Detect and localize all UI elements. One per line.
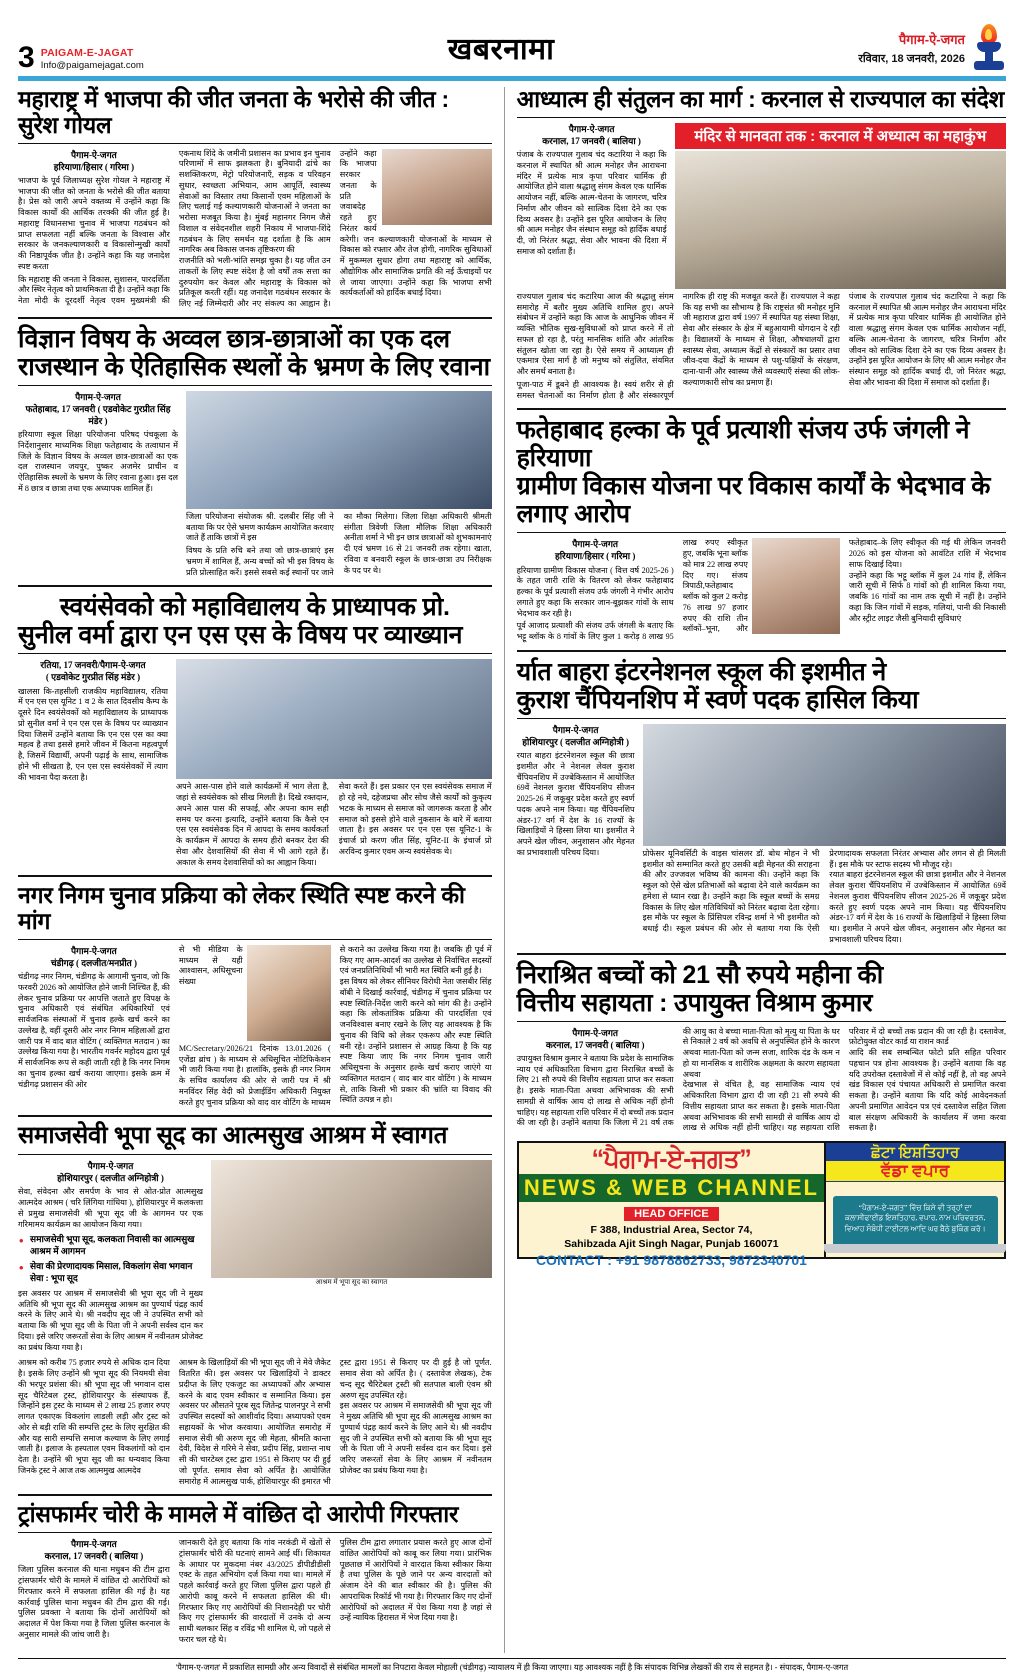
- article-body: रयात बाहरा इंटरनेशनल स्कूल की छात्रा इशमीत और ने नेशनल लेवल कुराश चैंपियनशिप में उज्बेकिस्तान में आयोजित 69वें नेशनल कुराश चैंपियनशिप सीजन 2025-26 में जकूबुर प्रदेश करते हुए स्वर्ण पदक अपने नाम किया। यह चैंपियनशिप अंडर-17 वर्ग में देश के 16 राज्यों के खिलाड़ियों ने हिस्सा लिया था। इशमीत ने अपने खेल जीवन, अनुशासन और मेहनत का प्रभावशाली परिचय दिया।: [516, 751, 635, 857]
- article-body: पूजा-पाठ में डूबने ही आवश्यक है। स्वयं शरीर से ही समस्त चेतनाओं का निर्माण होता है और संस्कारपूर्ण नागरिक ही राष्ट्र की मजबूत करते हैं। राज्यपाल ने कहा कि यह सभी का सौभाग्य है कि राष्ट्रसंत श्री मनोहर मुनि जी महाराज द्वारा वर्ष 1997 में स्थापित यह संस्था शिक्षा, सेवा और संस्कार के क्षेत्र में बहुआयामी योगदान दे रही है। विद्यालयों के माध्यम से शिक्षा, औषधालयों द्वारा स्वास्थ्य सेवा, अध्यात्म केंद्रों से संस्कारों का प्रसार तथा जीव-दया केंद्रों के माध्यम से पशु-पक्षियों के संरक्षण, दाना-पानी और स्वास्थ्य जैसे व्यवस्थाएँ संस्था की लोक-कल्याणकारी सोच का प्रमाण हैं।: [516, 291, 840, 400]
- byline: पैगाम-ऐ-जगत हरियाणा/हिसार ( गरिमा ): [554, 539, 636, 562]
- article-body: सेवा करते हैं। इस प्रकार एन एस स्वयंसेवक समाज में हो रहे नये, दहेजप्रथा और सोच जैसे कार्यों को कुकृत्य भटक के माध्यम से समाज को जागरूक करता है और समाज को इससे होने वाले नुकसान के बारे में बताया जाता है। इस अवसर पर एन एस एस यूनिट-1 के इंचार्ज प्रो करण जीत सिंह, यूनिट-II के इंचार्ज प्रो अरविन्द कुमार एवम अन्य स्वयंसेवक थे।: [338, 782, 492, 856]
- headline-line-1: फतेहाबाद हल्का के पूर्व प्रत्याशी संजय उर्फ जंगली ने हरियाणा: [516, 416, 970, 473]
- photo-caption: आश्रम में भूपा सूद का स्वागत: [315, 1278, 388, 1287]
- headline-line-1: र्यात बाहरा इंटरनेशनल स्कूल की इशमीत ने: [516, 657, 886, 686]
- ad-slogan-line-2: ਵੱਡਾ ਵਪਾਰ: [826, 1161, 1004, 1181]
- article-photo: [247, 945, 331, 1041]
- headline: समाजसेवी भूपा सूद का आत्मसुख आश्रम में स्वागत: [18, 1122, 448, 1150]
- article-body: खालसा कि-तहसीली राजकीय महाविद्यालय, रतिया में एन एस एस यूनिट 1 व 2 के सात दिवसीय कैम्प के दूसरे दिन स्वयंसेवकों को महाविद्यालय के प्राध्यापक प्रो सुनील वर्मा ने एन एस एस के विषय पर व्याख्यान दिया जिसमें उन्होंने बताया कि एन एस एस का क्या महत्व है तथा इससे हमारे जीवन में कितना महत्वपूर्ण है, जिसमें विद्यार्थी, अपनी पढ़ाई के साथ, सामाजिक होने भी सीखता है, एन एस एस स्वयंसेवकों में त्याग की भावना पैदा करता है।: [18, 686, 168, 782]
- article-municipal-election: [18, 875, 492, 1108]
- article-destitute-children-aid: [517, 953, 1006, 1135]
- article-body: सेवा, संवेदना और समर्पण के भाव से ओत-प्रोत आत्मसुख आत्मदेव आश्रम ( चरि लिंगिया गांधिया ), होशियारपुर में कलकत्ता से प्रमुख समाजसेवी श्री भूपा सूद जी के आगमन पर एक गरिमामय कार्यक्रम का आयोजन किया गया।: [18, 1187, 203, 1229]
- byline: पैगाम-ऐ-जगत चंडीगढ़ ( दलजीत/मनप्रीत ): [50, 945, 138, 968]
- brand-name-en: PAIGAM-E-JAGAT: [40, 46, 134, 59]
- ad-brand-title: “ਪੈਗਾਮ-ਏ-ਜਗਤ”: [591, 1145, 752, 1174]
- ad-head-office-row: [519, 1204, 825, 1222]
- article-body: उन्होंने कहा कि भट्टू ब्लॉक में कुल 24 गांव हैं, लेकिन जारी सूची में सिर्फ 8 गांवों को ही शामिल किया गया, जबकि 16 गांवों का नाम तक सूची में नहीं है। उन्होंने कहा कि जिन गांवों में सड़क, गलियां, पानी की निकासी और स्ट्रीट लाइट जैसी बुनियादी सुविधाएं: [848, 570, 1006, 623]
- left-column: [18, 87, 492, 1653]
- byline: पैगाम-ऐ-जगत करनाल, 17 जनवरी ( बालिया ): [542, 123, 641, 146]
- article-body: पैगाम-ऐ-जगत करनाल, 17 जनवरी ( बालिया ) उपायुक्त विश्राम कुमार ने बताया कि प्रदेश के सामाजिक न्याय एवं अधिकारिता विभाग द्वारा निराश्रित बच्चों के लिए 21 सौ रुपये की वित्तीय सहायता प्राप्त कर सकता है। इसके माता-पिता अथवा अभिभावक की सभी सामग्री से वार्षिक आय दो लाख से अधिक नहीं होनी चाहिए। यह सहायता राशि परिवार में दो बच्चों तक प्रदान की जा रही है। उन्होंने बताया कि जिला में 21 वर्ष तक की आयु का वे बच्चा माता-पिता को मृत्यु या पिता के घर से निकाले 2 वर्ष को अवधि से अनुपस्थित होने के कारण अथवा माता-पिता को जन्म सजा, शारिक दंड के कम न हो या मानसिक व शारीरिक अक्षमता के कारण सहायता अथवा: [516, 1026, 840, 1128]
- ad-slogan: [826, 1143, 1004, 1182]
- masthead-brand-block: [41, 44, 144, 71]
- article-body: अपने आस-पास होने वाले कार्यक्रमों में भाग लेता है, जहां से स्वयंसेवक को सीख मिलती है। दिखे रक्तदान, अपने आस पास की सफाई, और अपना काम सही समय पर करना इत्यादि, उन्होंने बताया कि कैसे एन एस एस स्वयंसेवक दिन में आपदा के समय कार्यकर्ता के कार्यक्रम में आपदा के समय हीरो बनकर देश की सेवा और देशवासियों की सेवा में भी आगे रहते हैं। अकाल के समय देशवासियों को का आह्वान किया।: [176, 782, 329, 867]
- headline-line-1: निराश्रित बच्चों को 21 सौ रुपये महीना की: [516, 960, 883, 989]
- ad-subtitle-row: [519, 1174, 825, 1202]
- article-photo: [211, 1160, 492, 1278]
- torch-logo-icon: [972, 24, 1006, 72]
- article-body: रयात बाहरा इंटरनेशनल स्कूल की छात्रा इशमीत और ने नेशनल लेवल कुराश चैंपियनशिप में उज्बेकिस्तान में आयोजित 69वें नेशनल कुराश चैंपियनशिप सीजन 2025-26 में जकूबुर प्रदेश करते हुए स्वर्ण पदक अपने नाम किया। यह चैंपियनशिप अंडर-17 वर्ग में देश के 16 राज्यों के खिलाड़ियों ने हिस्सा लिया था। इशमीत ने अपने खेल जीवन, अनुशासन और मेहनत का प्रभावशाली परिचय दिया।: [829, 870, 1006, 944]
- headline-line-2: ग्रामीण विकास योजना पर विकास कार्यों के भेदभाव के लगाए आरोप: [516, 472, 991, 529]
- article-photo: [675, 151, 1006, 289]
- byline: पैगाम-ऐ-जगत होशियारपुर ( दलजीत अग्निहोत्री ): [522, 724, 629, 747]
- ad-address-line-1: F 388, Industrial Area, Sector 74,: [590, 1224, 753, 1237]
- byline: पैगाम-ऐ-जगत होशियारपुर ( दलजीत अग्निहोत्री ): [57, 1161, 164, 1184]
- article-body: आदि की सब सम्बन्धित फोटो प्रति सहित परिवार पहचान पत्र होना आवश्यक है। उन्होंने बताया कि वह यदि उपरोक्त दस्तावेजों में से कोई नहीं है, तो वह अपने खंड विकास एवं पंचायत अधिकारी से प्रमाणित करवा सकता है। उन्होंने बताया कि यदि कोई आवेदनकर्ता अपनी प्रमाणित आवेदन पत्र एवं दस्तावेज सहित जिला बाल संरक्षण अधिकारी के कार्यालय में जमा करवा सकता है।: [848, 1048, 1006, 1133]
- headline: महाराष्ट्र में भाजपा की जीत जनता के भरोसे की जीत : सुरेश गोयल: [18, 86, 449, 138]
- article-science-students-tour: [18, 317, 492, 579]
- kicker-banner: मंदिर से मानवता तक : करनाल में अध्यात्म का महाकुंभ: [675, 123, 1006, 149]
- article-kurash-gold-medal: [517, 650, 1006, 946]
- byline: पैगाम-ऐ-जगत करनाल, 17 जनवरी ( बालिया ): [44, 1539, 144, 1562]
- ad-address: [519, 1224, 825, 1251]
- highlight-item: • सेवा की प्रेरणादायक मिसाल, विकलांग सेवा भगवान सेवा : भूपा सूद: [30, 1261, 203, 1285]
- article-body: पंजाब के राज्यपाल गुलाब चंद कटारिया ने कहा कि करनाल में स्थापित श्री आत्म मनोहर जैन आराधना मंदिर में प्रत्येक मात्र कृपा परिवार धार्मिक ही आयोजित होने वाला श्रद्धालु संगम केवल एक धार्मिक आयोजन नहीं, बल्कि आत्म-चेतना के जागरण, चरित्र निर्माण और जीवन को सात्विक दिशा देने का एक दिव्य अवसर है। उन्होंने इस पूरित आयोजन के लिए श्री आत्म मनोहर जैन संस्थान समूह को हार्दिक बधाई दी, जो निरंतर श्रद्धा, सेवा और भावना की दिशा में समाज को दर्शाता हैं।: [516, 150, 667, 256]
- ad-title-row: [519, 1143, 825, 1174]
- article-photo: [643, 724, 1006, 846]
- brand-name-hi: पैगाम-ऐ-जगत: [898, 32, 965, 47]
- article-body: हरियाणा स्कूल शिक्षा परियोजना परिषद पंचकूला के निर्देशानुसार माध्यमिक शिक्षा फतेहाबाद के तत्वाधान में जिले के विज्ञान विषय के अव्वल छात्र-छात्राओं का एक दल राजस्थान जयपुर, पुष्कर अजमेर प्राचीन व ऐतिहासिक स्थलों के भ्रमण के लिए रवाना हुआ। इस दल में 8 छात्र व छात्रा तथा एक अध्यापक शामिल हैं।: [18, 430, 178, 493]
- article-body: कि महाराष्ट्र की जनता ने विकास, सुशासन, पारदर्शिता और स्थिर नेतृत्व को प्राथमिकता दी है। उन्होंने कहा कि नेता मोदी के दूरदर्शी नेतृत्व एवम मुख्यमंत्री की एकनाथ शिंदे के जमीनी प्रशासन का प्रभाव इन चुनाव परिणामों में साफ झलकता है। बुनियादी ढांचे का सशक्तिकरण, मेट्रो परियोजनाएँ, सड़क व परिवहन सुधार, स्वच्छता अभियान, आम आपूर्ति, स्वास्थ्य सेवाओं का विस्तार तथा किसानों एवम महिलाओं के लिए चलाई गई कल्याणकारी योजनाओं ने जनता का भरोसा मजबूत किया है। मुंबई महानगर निगम जैसे विशाल व संवेदनशील शहरी निकाय में भाजपा-शिंदे गठबंधन के लिए समर्थन यह दर्शाता है कि आम नागरिक अब विकास जनक तृष्टिकरण की: [18, 148, 331, 306]
- headline: आध्यात्म ही संतुलन का मार्ग : करनाल से राज्यपाल का संदेश: [516, 86, 1005, 112]
- ad-subtitle: NEWS & WEB CHANNEL: [523, 1175, 819, 1201]
- headline-line-2: वित्तीय सहायता : उपायुक्त विश्राम कुमार: [516, 988, 873, 1017]
- article-body: इस अवसर पर आश्रम में समाजसेवी श्री भूपा सूद जी ने मुख्य अतिथि श्री भूपा सूद की आत्मसुख आश्रम का पुण्यार्थ पंद्रह कार्य करने के लिए आने थे। श्री नवदीप सूद जी ने उपस्थित सभी को बताया कि श्री भूपा सूद जी के पिता जी ने अपनी सर्वस्व दान कर दिया। इसे जरिए जरूरतों सेवा के लिए आश्रम में नवीनतम प्रोजेक्ट का प्रबंध किया गया है।: [18, 1288, 203, 1352]
- article-body: पूर्व आजाद प्रत्याशी की संजय उर्फ जंगली के बताए कि भट्टू ब्लॉक के 8 गांवों के लिए कुल 1 करोड़ 8 लाख 95 लाख रुपए स्वीकृत हुए, जबकि भूना ब्लॉक को मात्र 22 लाख रुपए दिए गए। संजय त्रिपाठी,फतेहाबाद ब्लॉक को कुल 2 करोड़ 76 लाख 97 हजार रुपए की राशि तीन ब्लॉकों–भूना, और फतेहाबाद–के लिए स्वीकृत की गई थी लेकिन जनवरी 2026 को इस योजना को आवंटित राशि में भेदभाव साफ दिखाई दिया।: [516, 538, 1006, 642]
- masthead-date-block: [858, 30, 965, 66]
- byline: पैगाम-ऐ-जगत फतेहाबाद, 17 जनवरी ( एडवोकेट गुरप्रीत सिंह मंडेर ): [25, 391, 171, 427]
- ad-contact[interactable]: CONTACT : +91 9878862733, 9872340701: [535, 1252, 807, 1269]
- article-body: से भी मीडिया के माध्यम से यही आश्वासन, अधिसूचना संख्या MC/Secretary/2026/21 दिनांक 13.01.2026 ( एजेंडा ब्रांच ) के माध्यम से अधिसूचित नोटिफिकेशन भी जारी किया गया है। हालांकि, इसके ही नगर निगम के सचिव कार्यालय की ओर से जारी पत्र में श्री मनविंदर सिंह वेदी को प्रेजाईडिंग अधिकारी नियुक्त करते हुए चुनाव प्रक्रिया को वाद वार वोटिंग के माध्यम से कराने का उल्लेख किया गया है। जबकि ही पूर्व में किए गए आम-आदर्श का उल्लेख से निर्वाचित सदस्यों एवं जनप्रतिनिधियों भी भारी मत स्थिति बनी हुई है।: [178, 944, 492, 1107]
- article-body: इस विषय को लेकर सीनियर विरोधी नेता जसबीर सिंह बॉबी ने दिखाई कार्रवाई, चंडीगढ़ में चुनाव प्रक्रिया पर स्पष्ट स्थिति-निर्देश जारी करने को मांग की है। उन्होंने कहा कि लोकतांत्रिक प्रक्रिया की पारदर्शिता एवं जनविश्वास बनाए रखने के लिए यह आवश्यक है कि चुनाव की विधि को लेकर एकरूप और स्पष्ट स्थिति बनी रहे। उन्होंने प्रशासन से आग्रह किया है कि यह स्पष्ट किया जाए कि नगर निगम चुनाव जारी अधिसूचना के अनुसार हल्के खर्च कराए जाएंगे या व्यक्तिगत मतदान ( वाद बार वार वोटिंग ) के माध्यम से, ताकि किसी भी प्रकार की भ्रांति या विवाद की स्थिति उत्पन्न न हो।: [339, 977, 492, 1105]
- article-transformer-theft: [18, 1494, 492, 1645]
- article-sanjay-jangli-allegations: [517, 408, 1006, 643]
- ad-main-panel: [519, 1143, 825, 1269]
- article-body: विषय के प्रति रुचि बने तथा जो छात्र-छात्राएं इस भ्रमण में शामिल हैं, अन्य बच्चों को भी इस विषय के प्रति प्रोत्साहित करें। इससे सबसे कई स्थानों पर जाने का मौका मिलेगा। जिला शिक्षा अधिकारी श्रीमती संगीता त्रिवेणी जिला मौलिक शिक्षा अधिकारी अनीता शर्मा ने भी इन छात्र छात्राओं को शुभकामनाएं दी एवं भ्रमण 16 से 21 जनवरी तक रहेगा। खाता, रविवा व बनवारी स्कूल के छात्र-छात्रा उप निरीक्षक के पद पर थे।: [186, 511, 492, 577]
- highlight-item: • समाजसेवी भूपा सूद, कलकता निवासी का आत्मसुख आश्रम में आगमन: [30, 1234, 203, 1258]
- article-body: पंजाब के राज्यपाल गुलाब चंद कटारिया ने कहा कि करनाल में स्थापित श्री आत्म मनोहर जैन आराधना मंदिर में प्रत्येक मात्र कृपा परिवार धार्मिक ही आयोजित होने वाला श्रद्धालु संगम केवल एक धार्मिक आयोजन नहीं, बल्कि आत्म-चेतना के जागरण, चरित्र निर्माण और जीवन को सात्विक दिशा देने का एक दिव्य अवसर है। उन्होंने इस पूरित आयोजन के लिए श्री आत्म मनोहर जैन संस्थान समूह को हार्दिक बधाई दी, जो निरंतर श्रद्धा, सेवा और भावना की दिशा में समाज को दर्शाता हैं।: [848, 291, 1006, 387]
- section-title: खबरनामा: [447, 33, 555, 66]
- masthead-right: [858, 24, 1006, 72]
- byline: पैगाम-ऐ-जगत करनाल, 17 जनवरी ( बालिया ): [545, 1027, 645, 1050]
- article-highlights: [18, 1234, 203, 1285]
- ad-side-panel: [824, 1143, 1004, 1257]
- headline-line-1: विज्ञान विषय के अव्वल छात्र-छात्राओं का एक दल: [18, 324, 450, 353]
- headline-line-2: सुनील वर्मा द्वारा एन एस एस के विषय पर व्याख्यान: [18, 621, 463, 650]
- article-body: पैगाम-ऐ-जगत चंडीगढ़ ( दलजीत/मनप्रीत ) चंडीगढ़ नगर निगम, चंडीगढ़ के आगामी चुनाव, जो कि फरवरी 2026 को आयोजित होने जानी निश्चित हैं, की लेकर चुनाव प्रक्रिया पर आपत्ति जताते हुए विपक्ष के चुनाव अधिकारी एवं संबंधित अधिकारियों एवं सार्वजनिक संस्थाओं में चुनाव हल्के खर्च करने का उल्लेख है, वहीं दूसरी ओर नगर निगम महिलाओं द्वारा जारी पत्र में वाद बात वोटिंग ( व्यक्तिगत मतदान ) का उल्लेख किया गया है। भारतीय गवर्नर महोदय द्वारा पूर्व में सार्वजनिक रूप से कही जाती रही है कि नगर निगम का चुनाव हल्का खर्च कराया जाएगा। इसके क्रम में चंडीगढ़ प्रशासन की ओर: [18, 945, 170, 1089]
- article-body: आश्रम के खिलाड़ियों की भी भूपा सूद जी ने मेवे जैकेट वितरित की। इस अवसर पर खिलाड़ियों ने डाक्टर प्रदीप्त के लिए एकजुट का अध्यापकों और अभ्यास करने के बाद एवम स्वीकार व सम्मानित किया। इस अवसर पर औसतने पूरब सूद जितेन्द्र पालनपुर ने सभी उपस्थित सदस्यों को आशीर्वाद दिया। अध्यापको एवम सहायकों के भोज करवाया। आयोजित समारोह में समाज सेवी श्री अरुण सूद जी मेहता, श्रीमति कान्ता देवी, विदेश से गरिमे ने सेवा, प्रदीप सिंह, प्रशान्त नाथ सी की चारटेब्ल ट्रस्ट द्वारा 1951 से किराए पर दी हुई जो पूर्णत. समाव सेवा को अर्पित है। आयोजित समारोह में आत्मसुख पार्क, होशियारपुर की इमारत भी ट्रस्ट द्वारा 1951 से किराए पर दी हुई है जो पूर्णत. समाव सेवा को अर्पित है। ( दस्तावेज लेखक), टेक चन्द सूद चैरिटेबल ट्रस्टी श्री सतपाल बाली एंवम श्री अरुण सूद उपस्थित रहे।: [178, 1358, 492, 1486]
- headline: ट्रांसफार्मर चोरी के मामले में वांछित दो आरोपी गिरफ्तार: [18, 1501, 459, 1528]
- article-body: देखभाल से वंचित है, वह सामाजिक न्याय एवं अधिकारिता विभाग द्वारा दी जा रही 21 सौ रुपये की वित्तीय सहायता प्राप्त कर सकता है। इसके माता-पिता अथवा अभिभावक की सभी सामग्री से वार्षिक आय दो लाख से अधिक नहीं होनी चाहिए। यह सहायता राशि परिवार में दो बच्चों तक प्रदान की जा रही है। दस्तावेज, फ़ोटोयुक्त वोटर कार्ड या राशन कार्ड: [682, 1026, 1006, 1133]
- article-body: भाजपा के पूर्व जिलाध्यक्ष सुरेश गोयल ने महाराष्ट्र में भाजपा की जीत को जनता के भरोसे की जीत बताया है। प्रेस को जारी अपने वक्तव्य में उन्होंने कहा कि विकास कार्यों की आर्थिक तरक्की की जीत हुई है। महाराष्ट्र विधानसभा चुनाव में भाजपा गठबंधन को प्राप्त सफलता नहीं बल्कि जनता के विश्वास और सरकार के जनकल्याणकारी व विकासोन्मुखी कार्यों की निष्ठापूर्वक जीत है। उन्होंने कहा कि यह जनादेश स्पष्ट करता: [18, 175, 170, 271]
- article-photo: [382, 149, 492, 225]
- article-photo: [176, 659, 492, 779]
- article-body: पैगाम-ऐ-जगत हरियाणा/हिसार ( गरिमा ) हरियाणा ग्रामीण विकास योजना ( वित्त वर्ष 2025-26 ) के तहत जारी राशि के वितरण को लेकर फतेहाबाद हल्का के पूर्व प्रत्याशी संजय उर्फ जंगली ने गंभीर आरोप लगाते हुए कहा कि सरकार जान-बूझकर गांवों के साथ भेदभाव कर रही है।: [516, 539, 674, 618]
- article-body: पुलिस टीम द्वारा लगातार प्रयास करते हुए आज दोनों वांछित आरोपियों को काबू कर लिया गया। प्रारंभिक पूछताछ में आरोपियों ने वारदात किया स्वीकार किया है तथा पुलिस के पूछे जाने पर अन्य वारदातों को अंजाम देने की बात स्वीकार की है। पुलिस की आपराधिक रिकॉर्ड भी गया है। गिरफ्तार किए गए दोनों आरोपियों को अदालत में पेश किया गया है जहां से उन्हें न्यायिक हिरासत में भेज दिया गया है।: [339, 1538, 492, 1623]
- article-body: राज्यपाल गुलाब चंद कटारिया आज की श्रद्धालु संगम समारोह में बतौर मुख्य अतिथि शामिल हुए। अपने संबोधन में उन्होंने कहा कि आज के आधुनिक जीवन में व्यक्ति भौतिक सुख-सुविधाओं को प्राप्त करने में तो सफल हो रहा है, परंतु मानसिक शांति और आंतरिक संतुलन खोता जा रहा है। ऐसे समय में आध्यात्म ही एकमात्र ऐसा मार्ग है जो मनुष्य को संतुलित, संयमित और समर्थ बनाता है।: [516, 291, 674, 376]
- article-body: आश्रम को करीब 75 हजार रुपये से अधिक दान दिया है। इसके लिए उन्होंने श्री भूपा सूद की नियमयी सेवा की भरपूर प्रशंसा की। श्री भूपा सूद जी भगवान दास सूद चैरिटेबल ट्रस्ट, होशियारपुर के संस्थापक हैं, जिन्होंने इस ट्रस्ट के माध्यम से 2 लाख 25 हजार रुपए लागत एकाएक विकलांग लाडली लड़ी और ट्रस्ट को ओर से बड़ी राशि की सम्पत्ति ट्रस्ट के लिए सुरक्षित की और यह सारी सम्पत्ति समाज कल्याण के लिए लगाई जाती है। इलाज के हस्पताल एवम विकलांगों को दान देता है। उन्होंने श्री भूपा सूद जी का धन्यवाद किया जिनके ट्रस्ट ने आज तक आत्ममुख आत्मदेव: [18, 1358, 170, 1475]
- column-divider: [504, 87, 505, 1653]
- legal-footer: 'पैगाम-ए-जगत' में प्रकाशित सामग्री और अन्य विवादों से संबंधित मामलों का निपटारा केवल मोहाली (चंडीगढ़) न्यायालय में ही किया जाएगा। यह आवश्यक नहीं है कि संपादक विभिन्न लेखकों की राय से सहमत है। - संपादक, पैगाम-ए-जगत: [18, 1658, 1006, 1673]
- article-body: राजनीति को भली-भांति समझ चुका है। यह जीत उन ताकतों के लिए स्पष्ट संदेश है जो वर्षों तक सत्ता का दुरुपयोग कर केवल और महाराष्ट्र के विकास को प्रतिकूल करती रहीं। यह जनादेश गठबंधन सरकार के लिए नई जिम्मेदारी और नए संकल्प का आह्वान है। उन्होंने कहा कि भाजपा सरकार जनता के प्रति जवाबदेह रहते हुए निरंतर कार्य करेगी। जन कल्याणकारी योजनाओं के माध्यम से विकास को रफ्तार और तेज होगी, नागरिक सुविधाओं में मुकम्मल सुधार होगा तथा महाराष्ट्र को आर्थिक, औद्योगिक और सामाजिक प्रगति की नई ऊँचाइयों पर ले जाया जाएगा। उन्होंने कहा कि भाजपा सभी कार्यकर्ताओं को हार्दिक बधाई दिया।: [178, 148, 492, 308]
- ad-slogan-line-1: ਛੋਟਾ ਇਸ਼ਤਿਹਾਰ: [871, 1144, 960, 1162]
- page-number: 3: [18, 40, 35, 74]
- masthead: [18, 0, 1006, 72]
- ad-head-office-badge: HEAD OFFICE: [624, 1207, 719, 1221]
- masthead-left: [18, 40, 144, 74]
- article-nss-lecture: [18, 585, 492, 868]
- headline-line-2: कुराश चैंपियनशिप में स्वर्ण पदक हासिल किया: [516, 685, 919, 714]
- issue-date: रविवार, 18 जनवरी, 2026: [858, 53, 965, 65]
- headline-line-1: स्वयंसेवको को महाविद्यालय के प्राध्यापक प्रो.: [59, 593, 450, 622]
- right-column: [517, 87, 1006, 1653]
- article-body: पैगाम-ऐ-जगत करनाल, 17 जनवरी ( बालिया ) जिला पुलिस करनाल की थाना मधुबन की टीम द्वारा ट्रांसफार्मर चोरी के मामले में वांछित दो आरोपियों को गिरफ्तार करने में सफलता हासिल की गई है। यह कार्रवाई पुलिस थाना मधुबन की टीम द्वारा की गई। पुलिस प्रवक्ता ने बताया कि दोनों आरोपियों को अदालत में पेश किया गया है जिला पुलिस करनाल के अनुसार मामले की जांच जारी है।: [18, 1539, 170, 1639]
- article-governor-spirituality: [517, 87, 1006, 401]
- byline: पैगाम-ऐ-जगत हरियाणा/हिसार ( गरिमा ): [53, 149, 135, 172]
- byline: रतिया, 17 जनवरी/पैगाम-ऐ-जगत ( एडवोकेट गुरप्रीत सिंह मंडेर ): [40, 660, 146, 683]
- ad-laptop-area: [826, 1182, 1004, 1257]
- headline-line-2: राजस्थान के ऐतिहासिक स्थलों के भ्रमण के लिए रवाना: [18, 352, 490, 381]
- masthead-rule: [18, 76, 1006, 81]
- article-body: प्रोफेसर यूनिवर्सिटी के वाइस चांसलर डॉ. बोध मोहन ने भी इशमीत को सम्मानित करते हुए उसकी बड़ी मेहनत की सराहना की और उज्जवल भविष्य की कामना की। उन्होंने कहा कि स्कूल को ऐसे खेल प्रतिभाओं को बढ़ावा देने वाले कार्यक्रम का हमेशा से ध्यान रखा है। उन्होंने कहा कि स्कूल बच्चों के समग्र विकास के लिए खेल गतिविधियों को निरंतर बढ़ावा देता रहेगा। इस मौके पर स्कूल के प्रिंसिपल रविन्द्र शर्मा ने भी इशमीत को बधाई दी। स्कूल प्रबंधन की ओर से बताया गया कि ऐसी प्रेरणादायक सफलता निरंतर अभ्यास और लगन से ही मिलती हैं। इस मौके पर स्टाफ सदस्य भी मौजूद रहे।: [642, 848, 1006, 934]
- article-photo: [186, 391, 492, 509]
- article-body: जानकारी देते हुए बताया कि गांव नरकंडी में खेतों से ट्रांसफार्मर चोरी की घटनाएं सामने आई थीं। शिकायत के आधार पर मुकदमा नंबर 43/2025 डीपीडीडीसी एक्ट के तहत अभियोग दर्ज किया गया था। मामले में पहले कार्रवाई करते हुए जिला पुलिस द्वारा पहले ही आरोपी काबू करने में सफलता हासिल की थी। गिरफ्तार किए गए आरोपियों की निशानदेही पर चोरी किए गए ट्रांसफार्मर की वारदातों में उनके दो अन्य साथी थलकार सिंह व रविंद्र भी शामिल थे, जो पहले से फरार चल रहे थे।: [178, 1538, 331, 1644]
- ad-address-line-2: Sahibzada Ajit Singh Nagar, Punjab 160071: [564, 1237, 779, 1250]
- page-body: [18, 87, 1006, 1653]
- ad-laptop-text: “ਪੈਗਾਮ-ਏ-ਜਗਤ” ਵਿੱਚ ਕਿਸੇ ਵੀ ਤਰ੍ਹਾਂ ਦਾ ਕਲਾਸੀਫਾਈਡ ਇਸ਼ਤਿਹਾਰ, ਵਪਾਰ, ਨਾਮ ਪਰਿਵਰਤਨ, ਵਿਆਹ ਸੰਬੰਧੀ ਟਾਈਟਲ ਆਦਿ ਘਰ ਬੈਠੇ ਬੁਕਿੰਗ ਕਰੋ।: [844, 1202, 986, 1233]
- headline: नगर निगम चुनाव प्रक्रिया को लेकर स्थिति स्पष्ट करने की मांग: [18, 882, 465, 934]
- brand-email: Info@paigamejagat.com: [40, 59, 144, 71]
- article-photo: [752, 538, 840, 634]
- article-body: जिला परियोजना संयोजक श्री. दलबीर सिंह जी ने बताया कि पर ऐसे भ्रमण कार्यक्रम आयोजित करवाए जाते हैं ताकि छात्रों में इस: [186, 511, 334, 543]
- laptop-icon: [833, 1196, 998, 1245]
- advertisement[interactable]: [517, 1141, 1006, 1269]
- article-body: इस अवसर पर आश्रम में समाजसेवी श्री भूपा सूद जी ने मुख्य अतिथि श्री भूपा सूद की आत्मसुख आश्रम का पुण्यार्थ पंद्रह कार्य करने के लिए आने थे। श्री नवदीप सूद जी ने उपस्थित सभी को बताया कि श्री भूपा सूद जी के पिता जी ने अपनी सर्वस्व दान कर दिया। इसे जरिए जरूरतों सेवा के लिए आश्रम में नवीनतम प्रोजेक्ट का प्रबंध किया गया है।: [339, 1401, 492, 1475]
- article-bhupa-sood-ashram: [18, 1115, 492, 1487]
- article-maharashtra-bjp: [18, 87, 492, 310]
